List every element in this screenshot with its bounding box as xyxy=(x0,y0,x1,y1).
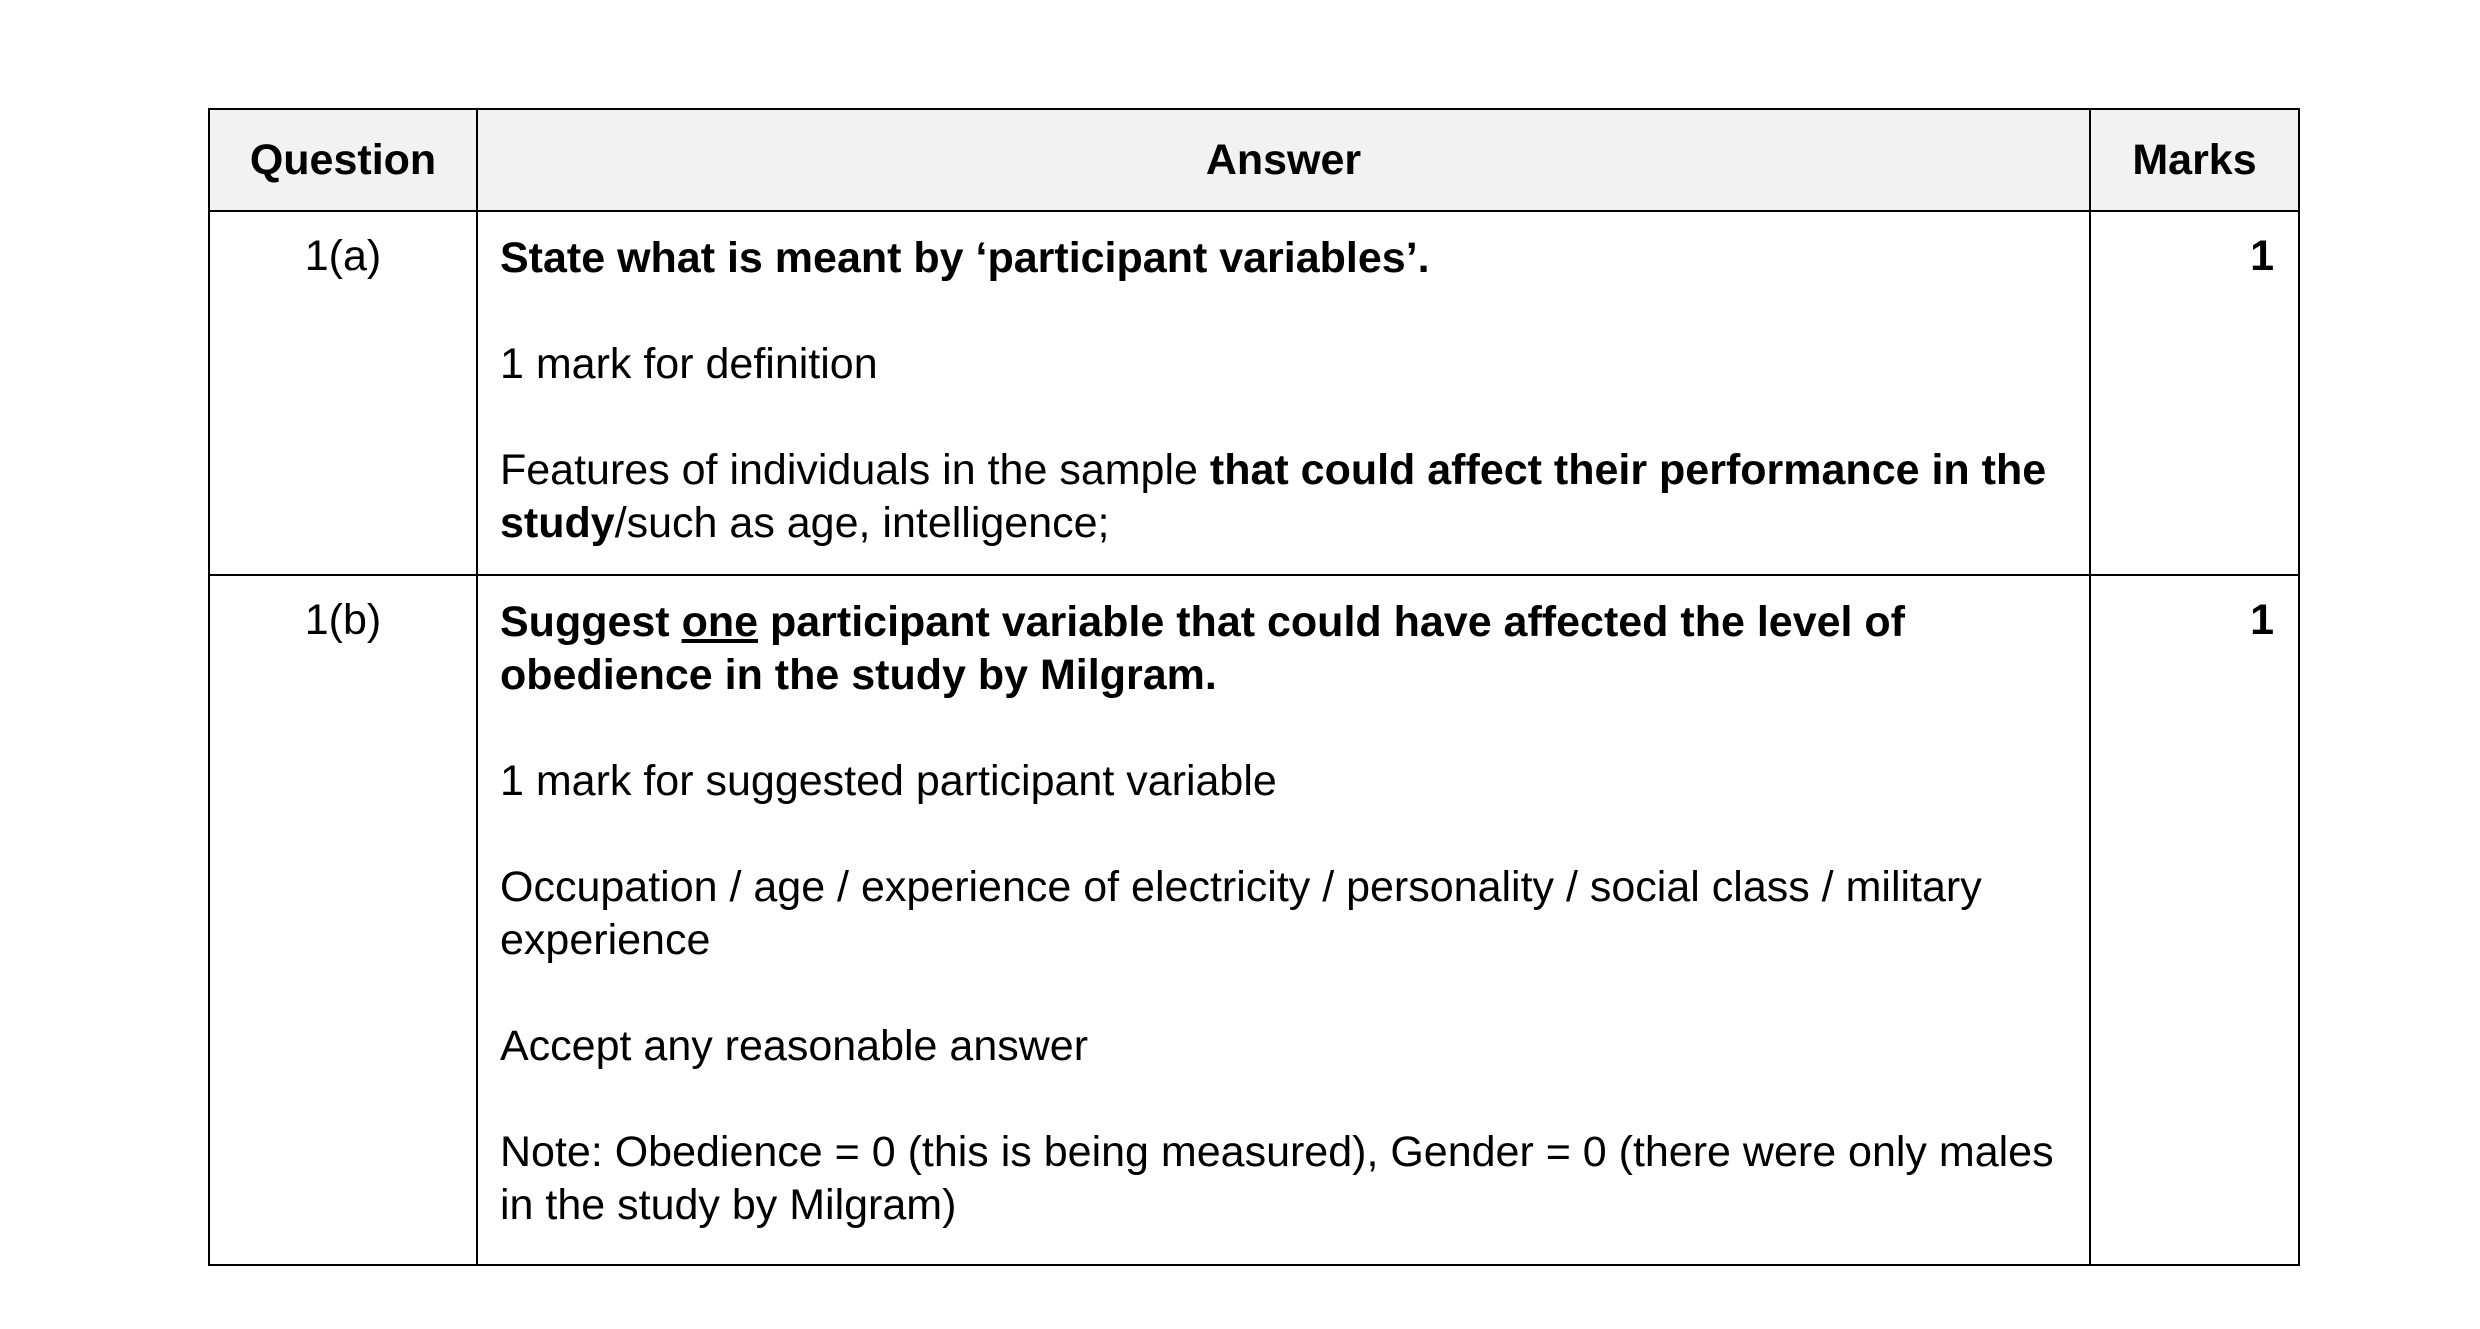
answer-cell xyxy=(477,575,2090,1265)
answer-cell xyxy=(477,211,2090,575)
marks-value: 1 xyxy=(2090,211,2299,575)
answer-column-header: Answer xyxy=(477,109,2090,211)
marking-note: Note: Obedience = 0 (this is being measured), Gender = 0 (there were only males in the study by Milgram) xyxy=(500,1128,2054,1229)
marks-value: 1 xyxy=(2090,575,2299,1265)
question-prompt xyxy=(500,596,2067,702)
marks-column-header: Marks xyxy=(2090,109,2299,211)
question-prompt-emphasis: one xyxy=(681,598,759,646)
question-prompt-start: Suggest xyxy=(500,598,682,646)
table-row xyxy=(209,211,2299,575)
question-number: 1(a) xyxy=(209,211,477,575)
mark-allocation: 1 mark for definition xyxy=(500,340,878,388)
question-number: 1(b) xyxy=(209,575,477,1265)
model-answer: Occupation / age / experience of electricity / personality / social class / military experience xyxy=(500,863,1982,964)
model-answer-text: Features of individuals in the sample xyxy=(500,446,1210,494)
header-row xyxy=(209,109,2299,211)
mark-allocation: 1 mark for suggested participant variable xyxy=(500,757,1277,805)
question-column-header: Question xyxy=(209,109,477,211)
model-answer-key-phrase: that could affect their performance in the study xyxy=(500,446,2047,547)
model-answer-examples: /such as age, intelligence; xyxy=(614,499,1110,547)
marking-guidance: Accept any reasonable answer xyxy=(500,1022,1089,1070)
model-answer xyxy=(500,444,2067,550)
question-prompt: State what is meant by ‘participant variables’. xyxy=(500,234,1430,282)
mark-scheme-table xyxy=(208,108,2300,1266)
question-prompt-end: participant variable that could have affected the level of obedience in the study by Milgram. xyxy=(500,598,1906,699)
table-row xyxy=(209,575,2299,1265)
